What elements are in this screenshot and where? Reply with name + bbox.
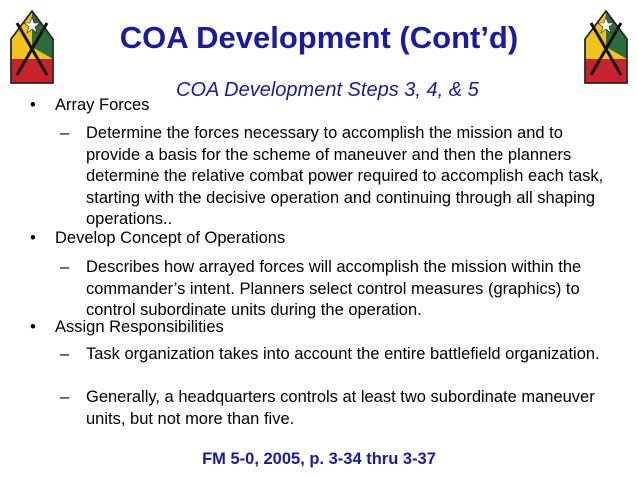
slide-title: COA Development (Cont’d) <box>119 20 519 55</box>
sub-bullet <box>60 123 620 231</box>
sub-bullet-text: Generally, a headquarters controls at least two subordinate maneuver units, but not more than five. <box>86 388 595 428</box>
sub-bullet-text: Task organization takes into account the entire battlefield organization. <box>86 345 600 363</box>
dash-icon: – <box>60 124 70 142</box>
slide-subtitle: COA Development Steps 3, 4, & 5 <box>176 79 479 101</box>
slide-footer-reference: FM 5-0, 2005, p. 3-34 thru 3-37 <box>202 450 436 468</box>
bullet-label: Assign Responsibilities <box>55 318 224 336</box>
dash-icon: – <box>60 388 70 406</box>
dash-icon: – <box>60 258 70 276</box>
bullet-dot-icon: • <box>30 318 36 336</box>
sub-bullet <box>60 257 620 322</box>
sub-bullet <box>60 387 620 430</box>
bullet-dot-icon: • <box>30 229 36 247</box>
sub-bullet <box>60 344 620 366</box>
bullet-dot-icon: • <box>30 96 36 114</box>
sub-bullet-text: Describes how arrayed forces will accomplish the mission within the commander’s intent. Planners select control measures (graphics) to control subordinate units during the operation. <box>86 258 582 319</box>
bullet-array-forces <box>30 96 149 115</box>
bullet-label: Develop Concept of Operations <box>55 229 286 247</box>
bullet-label: Array Forces <box>55 96 150 114</box>
bullet-concept-of-operations <box>30 229 285 248</box>
sub-bullet-text: Determine the forces necessary to accomplish the mission and to provide a basis for the scheme of maneuver and then the planners determine the relative combat power required to accomplish each task, starting with the decisive operation and continuing through all shaping operations.. <box>86 124 604 228</box>
dash-icon: – <box>60 345 70 363</box>
bullet-assign-responsibilities <box>30 318 224 337</box>
